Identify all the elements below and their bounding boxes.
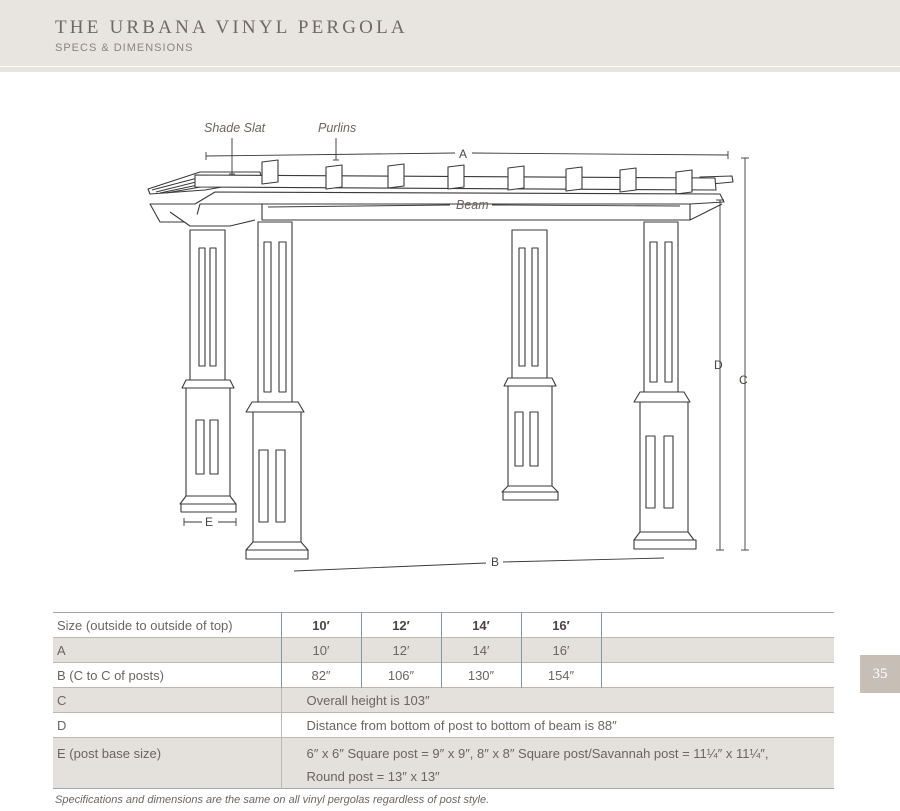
- size-col-16: 16′: [521, 613, 601, 638]
- post-back-left: [180, 230, 236, 512]
- value-cell: 14′: [441, 638, 521, 663]
- row-label: Size (outside to outside of top): [57, 617, 233, 633]
- post-back-right: [502, 230, 558, 500]
- page-number: 35: [860, 655, 900, 693]
- value-cell: 12′: [361, 638, 441, 663]
- empty-cell: [601, 613, 834, 638]
- label-beam: Beam: [456, 198, 489, 212]
- value-line-1: 6″ x 6″ Square post = 9″ x 9″, 8″ x 8″ Square post/Savannah post = 11¼″ x 11¼″,: [306, 746, 769, 761]
- value-cell: 106″: [361, 663, 441, 688]
- empty-cell: [601, 663, 834, 688]
- page-title: THE URBANA VINYL PERGOLA: [55, 17, 408, 38]
- value-cell: Overall height is 103″: [281, 688, 834, 713]
- label-dimension-b: B: [491, 555, 500, 569]
- size-col-10: 10′: [281, 613, 361, 638]
- footnote: Specifications and dimensions are the same on all vinyl pergolas regardless of post style.: [55, 794, 490, 806]
- table-row-d: [53, 713, 834, 738]
- pergola-diagram: [0, 72, 900, 602]
- row-label: E (post base size): [53, 738, 281, 789]
- value-cell: 154″: [521, 663, 601, 688]
- label-purlins: Purlins: [318, 121, 357, 135]
- table-row-e: [53, 738, 834, 789]
- page-header: [0, 0, 900, 72]
- label-shade-slat: Shade Slat: [204, 121, 266, 135]
- header-divider: [0, 66, 900, 67]
- row-label: D: [57, 717, 67, 733]
- value-cell: [281, 738, 834, 789]
- size-col-12: 12′: [361, 613, 441, 638]
- value-cell: 82″: [281, 663, 361, 688]
- label-dimension-e: E: [205, 515, 214, 529]
- row-label: A: [53, 638, 281, 663]
- row-label: C: [53, 688, 281, 713]
- value-cell: 16′: [521, 638, 601, 663]
- label-dimension-a: A: [459, 147, 468, 161]
- row-label: B (C to C of posts): [57, 667, 164, 683]
- value-cell: Distance from bottom of post to bottom of beam is 88″: [281, 713, 834, 738]
- table-row-c: [53, 688, 834, 713]
- label-dimension-d: D: [714, 358, 723, 372]
- post-front-right: [634, 222, 696, 549]
- value-cell: 130″: [441, 663, 521, 688]
- value-line-2: Round post = 13″ x 13″: [306, 769, 440, 784]
- value-cell: 10′: [281, 638, 361, 663]
- label-dimension-c: C: [739, 373, 748, 387]
- table-row-a: [53, 638, 834, 663]
- table-row-b: [53, 663, 834, 688]
- specs-table: [53, 612, 834, 789]
- empty-cell: [601, 638, 834, 663]
- size-col-14: 14′: [441, 613, 521, 638]
- table-row-size: [53, 613, 834, 638]
- post-front-left: [246, 222, 308, 559]
- page-subtitle: SPECS & DIMENSIONS: [55, 42, 194, 54]
